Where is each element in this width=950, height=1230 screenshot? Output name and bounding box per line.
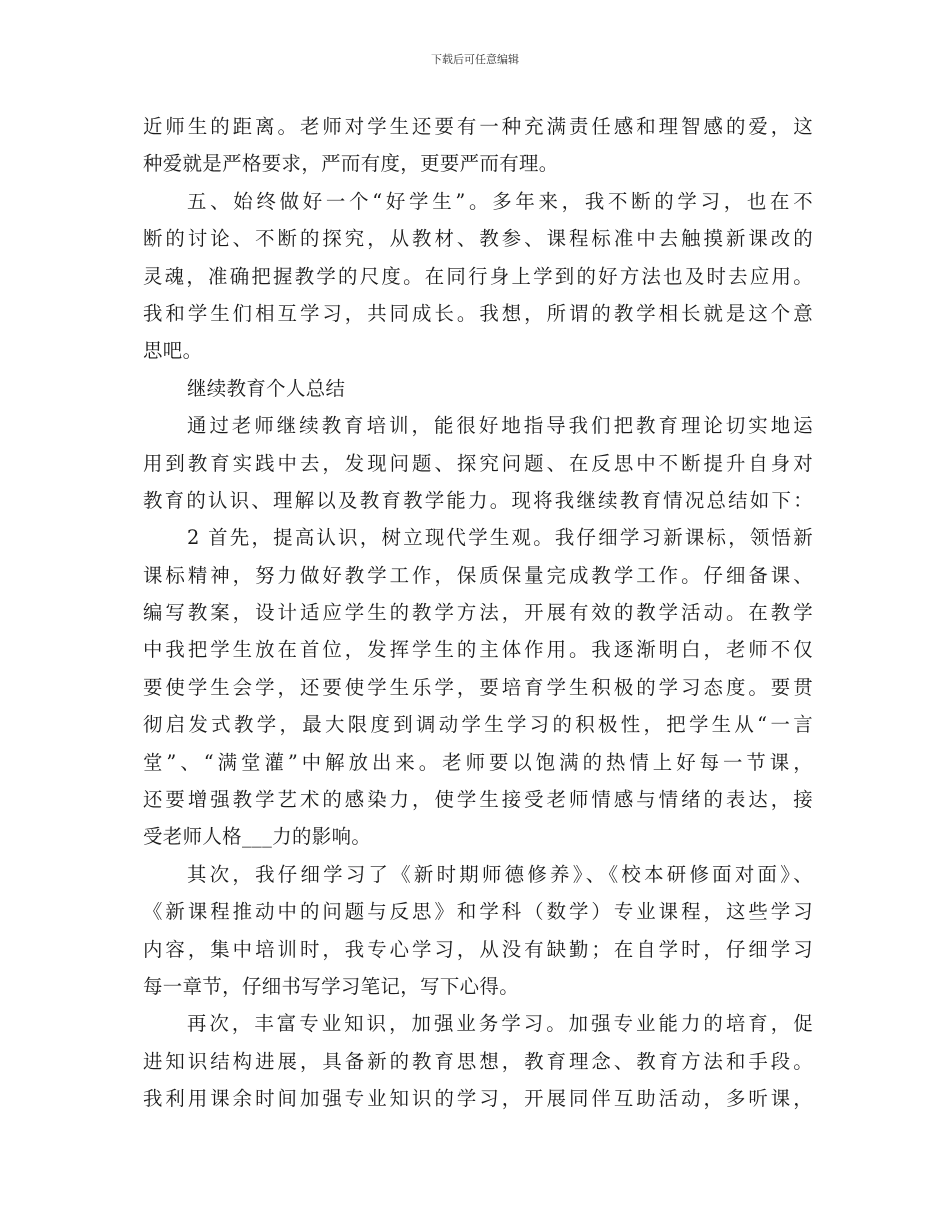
text-line: 中我把学生放在首位，发挥学生的主体作用。我逐渐明白，老师不仅 — [143, 638, 813, 662]
text-line: 用到教育实践中去，发现问题、探究问题、在反思中不断提升自身对 — [143, 451, 813, 475]
header-note: 下载后可任意编辑 — [431, 53, 519, 66]
text-line: 继续教育个人总结 — [187, 376, 346, 400]
text-line: 我和学生们相互学习，共同成长。我想，所谓的教学相长就是这个意 — [143, 301, 813, 325]
text-line: 堂”、“满堂灌”中解放出来。老师要以饱满的热情上好每一节课， — [143, 750, 813, 774]
text-line: 受老师人格___力的影响。 — [143, 825, 372, 849]
text-line: 种爱就是严格要求，严而有度，更要严而有理。 — [143, 152, 559, 176]
text-line: 五、始终做好一个“好学生”。多年来，我不断的学习，也在不 — [187, 189, 813, 213]
text-line: 我利用课余时间加强专业知识的学习，开展同伴互助活动，多听课， — [143, 1087, 813, 1111]
text-line: 进知识结构进展，具备新的教育思想，教育理念、教育方法和手段。 — [143, 1049, 813, 1073]
text-line: 断的讨论、不断的探究，从教材、教参、课程标准中去触摸新课改的 — [143, 227, 813, 251]
text-line: 内容，集中培训时，我专心学习，从没有缺勤；在自学时，仔细学习 — [143, 937, 813, 961]
text-line: 要使学生会学，还要使学生乐学，要培育学生积极的学习态度。要贯 — [143, 675, 813, 699]
text-line: 灵魂，准确把握教学的尺度。在同行身上学到的好方法也及时去应用。 — [143, 264, 813, 288]
text-line: 思吧。 — [143, 339, 203, 363]
text-line: 近师生的距离。老师对学生还要有一种充满责任感和理智感的爱，这 — [143, 115, 813, 138]
text-line: 课标精神，努力做好教学工作，保质保量完成教学工作。仔细备课、 — [143, 563, 813, 587]
text-line: 其次，我仔细学习了《新时期师德修养》、《校本研修面对面》、 — [187, 862, 813, 886]
document-body — [143, 108, 813, 1118]
text-line: 编写教案，设计适应学生的教学方法，开展有效的教学活动。在教学 — [143, 601, 813, 625]
text-line: 2 首先，提高认识，树立现代学生观。我仔细学习新课标，领悟新 — [187, 526, 813, 550]
text-line: 《新课程推动中的问题与反思》和学科（数学）专业课程，这些学习 — [143, 900, 813, 924]
text-line: 再次，丰富专业知识，加强业务学习。加强专业能力的培育，促 — [187, 1012, 813, 1036]
text-line: 每一章节，仔细书写学习笔记，写下心得。 — [143, 974, 520, 998]
text-line: 彻启发式教学，最大限度到调动学生学习的积极性，把学生从“一言 — [143, 713, 813, 737]
text-line: 教育的认识、理解以及教育教学能力。现将我继续教育情况总结如下： — [143, 488, 813, 512]
text-line: 通过老师继续教育培训，能很好地指导我们把教育理论切实地运 — [187, 414, 813, 438]
text-line: 还要增强教学艺术的感染力，使学生接受老师情感与情绪的表达，接 — [143, 788, 813, 812]
page-header — [0, 53, 950, 67]
